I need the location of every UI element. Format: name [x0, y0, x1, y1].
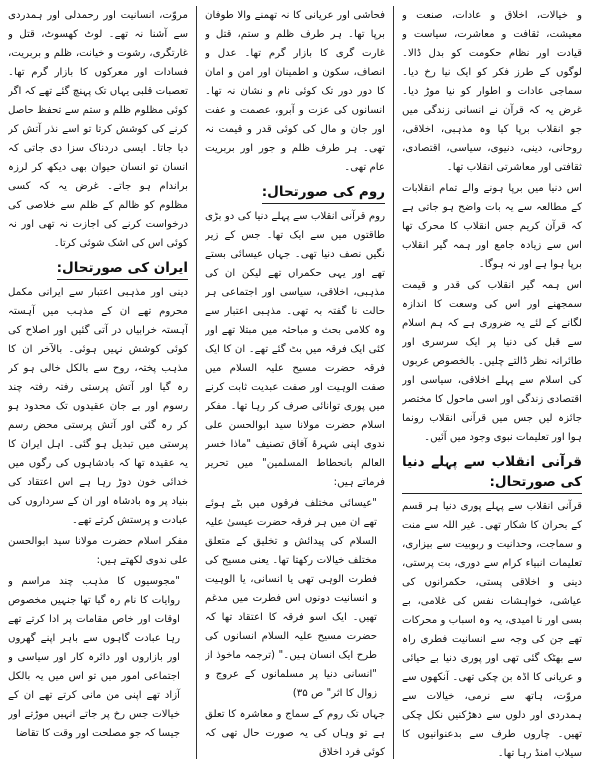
block-quote: "عیسائی مختلف فرقوں میں بٹے ہوئے تھے ان میں ہر فرقہ حضرت عیسیٰ علیہ السلام کی پیدائش و تخلیق کے متعلق مختلف خیالات رکھتا تھا۔ یعنی مسیح کی فطرت الوہی تھی یا انسانی، یا الوہیت و انسانیت دونوں اس فطرت میں مدغم تھیں۔ ایک اسو فرقہ کا اعتقاد تھا کہ حضرت مسیح علیہ السلام انسانوں کی طرح ایک انسان ہیں۔" (ترجمہ ماخوذ از "انسانی دنیا پر مسلمانوں کے عروج و زوال کا اثر" ص ۳۵) [205, 498, 377, 699]
paragraph: قرآنی انقلاب سے پہلے پوری دنیا ہر قسم کے بحران کا شکار تھی۔ غیر اللہ سے منت و سماجت، وحدانیت و ربوبیت سے بیزاری، تعلیمات انبیاء کرام سے دوری، بت پرستی، دینی و اخلاقی پستی، حکمرانوں کی عیاشی، خواہشات نفس کی غلامی، بے بسی اور نا امیدی، یہ وہ اسباب و محرکات تھے جن کی وجہ سے انسانیت فطری راہ سے بھٹک گئی تھی اور پوری دنیا بے حیائی و عریانی کا اڈہ بن چکی تھی۔ آنکھوں سے مروّت، ہاتھ سے نرمی، خیالات سے ہمدردی اور دلوں سے دھڑکنیں نکل چکی تھیں۔ چاروں طرف سے بدعنوانیوں کا سیلاب امنڈ رہا تھا۔ [402, 501, 582, 759]
paragraph: مفکر اسلام حضرت مولانا سید ابوالحسن علی ندوی لکھتے ہیں: [8, 536, 188, 566]
paragraph: اس ہمہ گیر انقلاب کی قدر و قیمت سمجھنے اور اس کی وسعت کا اندازہ لگانے کے لئے یہ ضروری ہے کہ ہم اسلام سے قبل کی دنیا پر ایک سرسری اور طائرانہ نظر ڈالتے چلیں۔ بالخصوص عربوں کی اسلام سے پہلے اخلاقی، سیاسی اور اقتصادی زندگی اور اسی ماحول کا مختصر جائزہ لیں جس میں قرآنی انقلاب رونما ہوا اور تعلیمات نبوی وجود میں آئیں۔ [402, 280, 582, 443]
paragraph: و خیالات، اخلاق و عادات، صنعت و معیشت، ثقافت و معاشرت، سیاست و قیادت اور نظام حکومت کو بدل ڈالا۔ لوگوں کے طرز فکر کو ایک نیا رخ دیا۔ سماجی عادات و اطوار کو نیا موڑ دیا۔ غرض یہ کہ قرآن نے انسانی زندگی میں جو انقلاب برپا کیا وہ مذہبی، اخلاقی، روحانی، دینی، دنیوی، سیاسی، اقتصادی، ثقافتی اور معاشرتی انقلاب تھا۔ [402, 10, 582, 173]
column-divider [393, 6, 394, 759]
column-divider [196, 6, 197, 759]
paragraph: جہاں تک روم کے سماج و معاشرہ کا تعلق ہے تو وہاں کی یہ صورت حال تھی کہ کوئی فرد اخلاق [205, 709, 385, 758]
section-heading: ایران کی صورتحال: [57, 258, 188, 280]
paragraph: دینی اور مذہبی اعتبار سے ایرانی مکمل محروم تھے ان کے مذہب میں آہستہ آہستہ خرابیاں در آتی گئیں اور اصلاح کی کوئی کوشش نہیں ہوئی۔ بالآخر ان کا مذہب پختہ، روح سے بالکل خالی ہو کر رہ گیا اور آتش پرستی رفتہ رفتہ چند رسوم اور بے جان عقیدوں تک محدود ہو کر رہ گئی اور آتش پرستی محض رسم پرستی میں تبدیل ہو گئی۔ اہل ایران کا یہ عقیدہ تھا کہ بادشاہوں کی رگوں میں خدائی خون دوڑ رہا ہے اس اعتقاد کی بنیاد پر وہ بادشاہ اور ان کے سرداروں کی عبادت و پرستش کرتے تھے۔ [8, 287, 188, 526]
section-heading: روم کی صورتحال: [262, 182, 385, 204]
paragraph: روم قرآنی انقلاب سے پہلے دنیا کی دو بڑی طاقتوں میں سے ایک تھا۔ جس کے زیر نگیں نصف دنیا تھی۔ جہاں عیسائی بستے تھے اور یہی حکمراں تھے لیکن ان کی مذہبی، اخلاقی، سیاسی اور اجتماعی ہر حالت نا گفتہ بہ تھی۔ مذہبی اعتبار سے وہ کلامی بحث و مباحثہ میں مبتلا تھے اور کئی ایک فرقہ میں بٹ گئے تھے۔ ان کا ایک فرقہ حضرت مسیح علیہ السلام میں صفت الوہیت اور صفت عبدیت ثابت کرنے میں پوری توانائی صرف کر رہا تھا۔ مفکر اسلام حضرت مولانا سید ابوالحسن علی ندوی اپنی شہرۂ آفاق تصنیف "ماذا خسر العالم بانحطاط المسلمین" میں تحریر فرماتے ہیں: [205, 211, 385, 488]
paragraph: اس دنیا میں برپا ہونے والے تمام انقلابات کے مطالعہ سے یہ بات واضح ہو جاتی ہے کہ قرآن کریم جس انقلاب کا محرک تھا اس سے زیادہ جامع اور ہمہ گیر انقلاب برپا ہوا ہے اور نہ ہوگا۔ [402, 183, 582, 270]
section-heading: قرآنی انقلاب سے پہلے دنیا کی صورتحال: [402, 452, 582, 494]
block-quote: "مجوسیوں کا مذہب چند مراسم و روایات کا نام رہ گیا تھا جنہیں مخصوص اوقات اور خاص مقامات پر ادا کرتے تھے رہا عبادت گاہوں سے باہر اپنے گھروں اور بازاروں اور دائرہ کار اور سیاسی و اجتماعی امور میں تو اس میں یہ بالکل آزاد تھے اپنی من مانی کرتے تھے ان کے خیالات جس رخ پر جاتے انہیں موڑتے اور جیسا کہ جو مصلحت اور وقت کا تقاضا [8, 576, 180, 739]
paragraph: فحاشی اور عریانی کا نہ تھمنے والا طوفان برپا تھا۔ ہر طرف ظلم و ستم، قتل و غارت گری کا بازار گرم تھا۔ عدل و انصاف، سکون و اطمینان اور امن و امان کا دور دور تک کوئی نام و نشان نہ تھا۔ انسانوں کی عزت و آبرو، عصمت و عفت اور جان و مال کی کوئی قدر و قیمت نہ تھی۔ ہر طرف ظلم و جور اور بربریت عام تھی۔ [205, 10, 385, 173]
column-right [402, 6, 582, 759]
column-left [8, 6, 188, 759]
column-middle [205, 6, 385, 759]
paragraph: مروّت، انسانیت اور رحمدلی اور ہمدردی سے آشنا نہ تھے۔ لوٹ کھسوٹ، قتل و غارتگری، رشوت و خیانت، ظلم و بربریت، فسادات اور معرکوں کا بازار گرم تھا۔ تعصبات قلبی یہاں تک پہنچ گئے تھے کہ اگر کوئی مظلوم ظلم و ستم سے تحفظ حاصل کرنے کی کوشش کرتا تو اسے نذر آتش کر دیا جاتا۔ ایسی دردناک سزا دی جاتی کہ انسان تو انسان حیوان بھی دیکھ کر لرزہ براندام ہو جاتے۔ غرض یہ کہ کسی مظلوم کو ظالم کے ظلم سے خلاصی کی درخواست کرنے کی اجازت نہ تھی اور نہ کوئی اس کی اشک شوئی کرتا۔ [8, 10, 188, 249]
